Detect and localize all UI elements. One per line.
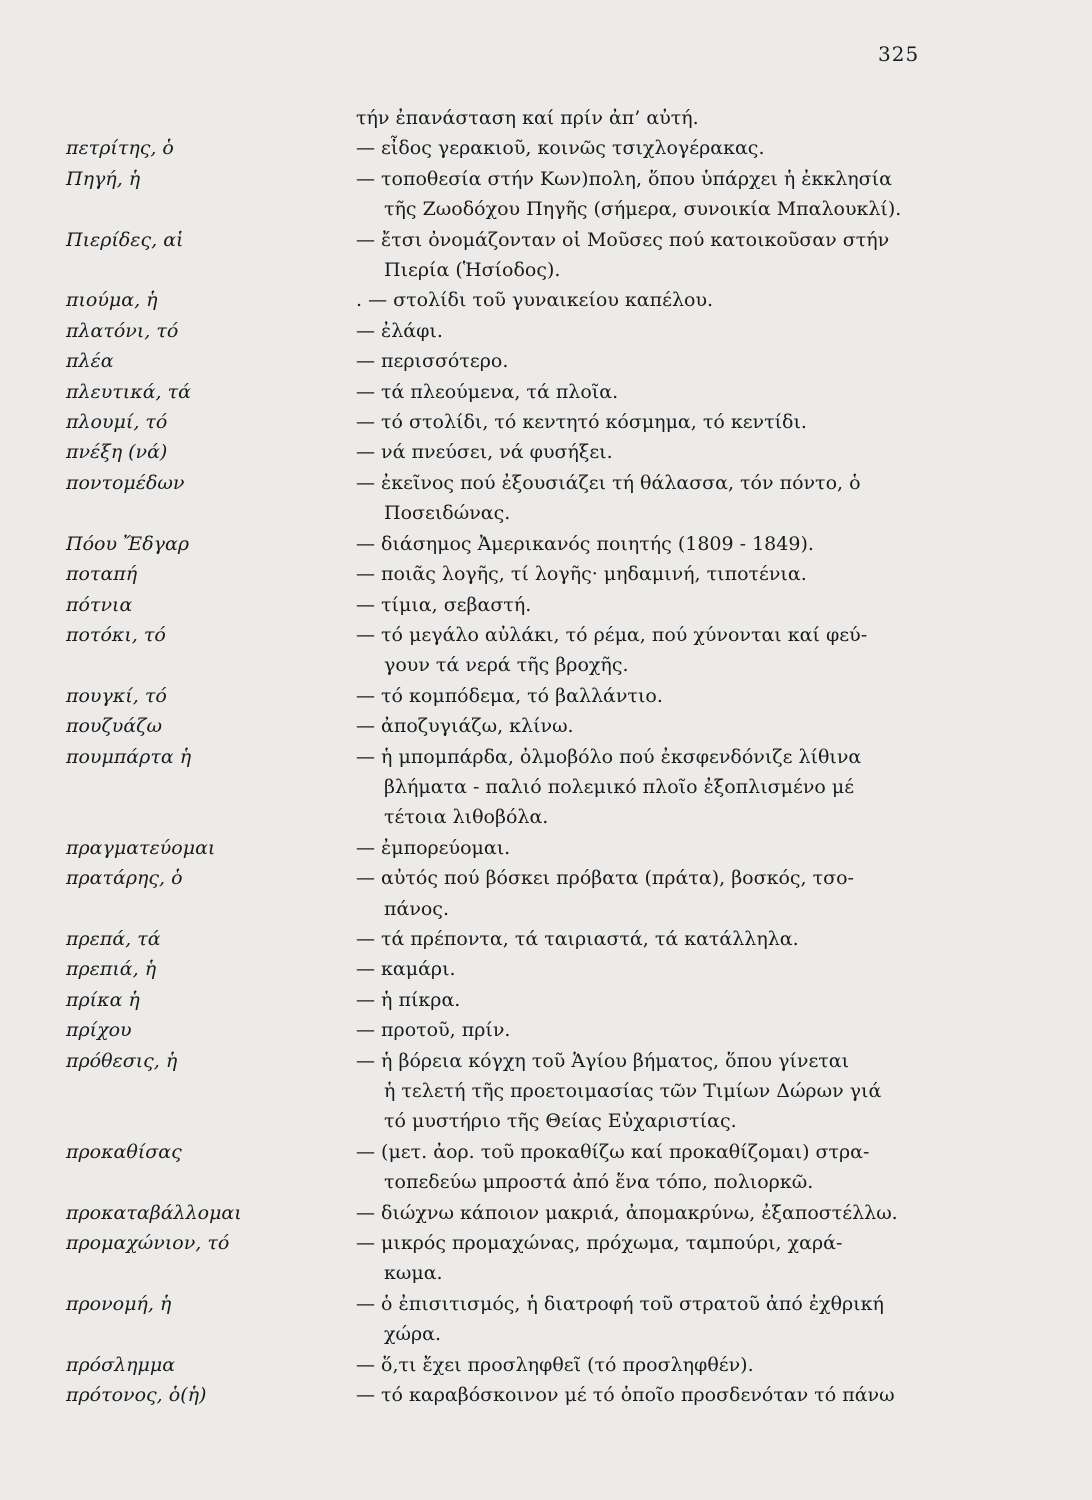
- glossary-entry: [66, 225, 966, 286]
- entry-term: ποντομέδων: [66, 471, 185, 494]
- entry-term: πουζυάζω: [66, 715, 162, 738]
- glossary-entry: [66, 1228, 966, 1289]
- entry-term: πρεπά, τά: [66, 927, 161, 950]
- entry-definition: [356, 590, 916, 620]
- entry-definition: [356, 1350, 916, 1380]
- definition-line: — τό στολίδι, τό κεντητό κόσμημα, τό κεντίδι.: [356, 411, 807, 434]
- glossary-entry: [66, 954, 966, 984]
- entry-definition: [356, 103, 916, 133]
- definition-line: γουν τά νερά τῆς βροχῆς.: [384, 654, 629, 677]
- definition-line: — ποιᾶς λογῆς, τί λογῆς· μηδαμινή, τιποτένια.: [356, 563, 807, 586]
- entry-definition: [356, 468, 916, 529]
- entry-term: πρίκα ἡ: [66, 988, 140, 1011]
- definition-line: — ἡ βόρεια κόγχη τοῦ Ἁγίου βήματος, ὅπου γίνεται: [356, 1049, 850, 1072]
- glossary-entry: [66, 1015, 966, 1045]
- entry-term: [66, 103, 356, 133]
- definition-line: πάνος.: [384, 897, 449, 920]
- entry-term: πρόθεσις, ἡ: [66, 1049, 178, 1072]
- entry-term: ποταπή: [66, 563, 138, 586]
- entry-term: πλουμί, τό: [66, 411, 168, 434]
- entry-term: πιούμα, ἡ: [66, 289, 158, 312]
- entry-definition: [356, 863, 916, 924]
- definition-line: — ἀποζυγιάζω, κλίνω.: [356, 715, 574, 738]
- entry-term: πνέξη (νά): [66, 441, 168, 464]
- definition-line: — διάσημος Ἀμερικανός ποιητής (1809 - 1849).: [356, 532, 814, 555]
- entry-definition: [356, 437, 916, 467]
- glossary-entry: [66, 529, 966, 559]
- entry-term: Πόου Ἔδγαρ: [66, 532, 189, 555]
- entry-term: Πηγή, ἡ: [66, 167, 141, 190]
- entry-term: πετρίτης, ὁ: [66, 137, 174, 160]
- glossary-entry: [66, 1289, 966, 1350]
- entry-definition: [356, 681, 916, 711]
- definition-line: τέτοια λιθοβόλα.: [384, 806, 549, 829]
- definition-line: — ἐκεῖνος πού ἐξουσιάζει τή θάλασσα, τόν πόντο, ὁ: [356, 471, 861, 494]
- glossary-entry: [66, 985, 966, 1015]
- definition-line: — νά πνεύσει, νά φυσήξει.: [356, 441, 613, 464]
- entry-term: πότνια: [66, 593, 133, 616]
- entry-definition: [356, 1137, 916, 1198]
- entry-definition: [356, 1046, 916, 1137]
- glossary-entry: [66, 346, 966, 376]
- definition-line: — μικρός προμαχώνας, πρόχωμα, ταμπούρι, χαρά-: [356, 1232, 843, 1255]
- glossary-entry: [66, 1350, 966, 1380]
- glossary-entry: [66, 103, 966, 133]
- entry-term: ποτόκι, τό: [66, 623, 166, 646]
- definition-line: τῆς Ζωοδόχου Πηγῆς (σήμερα, συνοικία Μπαλουκλί).: [384, 198, 902, 221]
- entry-definition: [356, 1380, 916, 1410]
- definition-line: — (μετ. ἀορ. τοῦ προκαθίζω καί προκαθίζομαι) στρα-: [356, 1140, 870, 1163]
- entry-term: πρόσλημμα: [66, 1353, 176, 1376]
- entry-definition: [356, 164, 916, 225]
- glossary-entry: [66, 590, 966, 620]
- entry-term: προκαθίσας: [66, 1140, 182, 1163]
- entry-definition: [356, 742, 916, 833]
- definition-line: — ὁ ἐπισιτισμός, ἡ διατροφή τοῦ στρατοῦ ἀπό ἐχθρική: [356, 1292, 884, 1315]
- definition-line: ἡ τελετή τῆς προετοιμασίας τῶν Τιμίων Δώρων γιά: [384, 1080, 882, 1102]
- glossary: [66, 103, 966, 1410]
- definition-line: — καμάρι.: [356, 958, 456, 981]
- definition-line: τό μυστήριο τῆς Θείας Εὐχαριστίας.: [384, 1110, 737, 1133]
- entry-term: πραγματεύομαι: [66, 836, 216, 859]
- glossary-entry: [66, 437, 966, 467]
- definition-line: βλήματα - παλιό πολεμικό πλοῖο ἐξοπλισμένο μέ: [384, 775, 855, 798]
- entry-definition: [356, 711, 916, 741]
- entry-definition: [356, 833, 916, 863]
- definition-line: — ἐμπορεύομαι.: [356, 836, 511, 859]
- glossary-entry: [66, 1046, 966, 1137]
- definition-line: — τό καραβόσκοινον μέ τό ὁποῖο προσδενόταν τό πάνω: [356, 1384, 895, 1407]
- entry-definition: [356, 1228, 916, 1289]
- glossary-entry: [66, 711, 966, 741]
- entry-term: πρότονος, ὁ(ἡ): [66, 1384, 207, 1407]
- entry-term: πρίχου: [66, 1019, 132, 1042]
- glossary-entry: [66, 377, 966, 407]
- glossary-entry: [66, 468, 966, 529]
- entry-definition: [356, 559, 916, 589]
- entry-term: πλατόνι, τό: [66, 319, 179, 342]
- entry-definition: [356, 407, 916, 437]
- definition-line: — τό μεγάλο αὐλάκι, τό ρέμα, πού χύνονται καί φεύ-: [356, 623, 868, 646]
- glossary-entry: [66, 1137, 966, 1198]
- definition-line: — τά πρέποντα, τά ταιριαστά, τά κατάλληλα.: [356, 927, 799, 950]
- definition-line: — ἔτσι ὀνομάζονταν οἱ Μοῦσες πού κατοικοῦσαν στήν: [356, 228, 890, 251]
- entry-definition: [356, 1289, 916, 1350]
- definition-line: Ποσειδώνας.: [384, 502, 511, 525]
- entry-definition: [356, 924, 916, 954]
- glossary-entry: [66, 133, 966, 163]
- glossary-entry: [66, 681, 966, 711]
- definition-line: — ἐλάφι.: [356, 319, 443, 342]
- entry-term: Πιερίδες, αἱ: [66, 228, 184, 251]
- definition-line: — τά πλεούμενα, τά πλοῖα.: [356, 380, 619, 403]
- entry-definition: [356, 377, 916, 407]
- definition-line: — ἡ πίκρα.: [356, 988, 461, 1011]
- glossary-entry: [66, 559, 966, 589]
- definition-line: — τίμια, σεβαστή.: [356, 593, 532, 616]
- definition-line: — τό κομπόδεμα, τό βαλλάντιο.: [356, 684, 663, 707]
- entry-definition: [356, 985, 916, 1015]
- glossary-entry: [66, 1198, 966, 1228]
- definition-line: — ὅ,τι ἔχει προσληφθεῖ (τό προσληφθέν).: [356, 1353, 754, 1376]
- entry-definition: [356, 225, 916, 286]
- glossary-entry: [66, 863, 966, 924]
- entry-term: προμαχώνιον, τό: [66, 1232, 230, 1255]
- entry-definition: [356, 346, 916, 376]
- definition-line: Πιερία (Ἡσίοδος).: [384, 259, 561, 282]
- definition-line: — εἶδος γερακιοῦ, κοινῶς τσιχλογέρακας.: [356, 137, 765, 160]
- glossary-entry: [66, 316, 966, 346]
- glossary-entry: [66, 924, 966, 954]
- glossary-entry: [66, 620, 966, 681]
- entry-term: πλέα: [66, 350, 114, 373]
- entry-definition: [356, 954, 916, 984]
- entry-term: προκαταβάλλομαι: [66, 1201, 242, 1224]
- definition-line: χώρα.: [384, 1323, 442, 1346]
- definition-line: — διώχνω κάποιον μακριά, ἀπομακρύνω, ἐξαποστέλλω.: [356, 1201, 898, 1224]
- entry-definition: [356, 285, 916, 315]
- definition-line: — περισσότερο.: [356, 350, 509, 373]
- entry-definition: [356, 620, 916, 681]
- entry-term: πρατάρης, ὁ: [66, 867, 183, 890]
- definition-line: — προτοῦ, πρίν.: [356, 1019, 511, 1042]
- entry-definition: [356, 133, 916, 163]
- entry-definition: [356, 316, 916, 346]
- entry-definition: [356, 529, 916, 559]
- glossary-entry: [66, 285, 966, 315]
- entry-term: πρεπιά, ἡ: [66, 958, 157, 981]
- definition-line: τήν ἐπανάσταση καί πρίν ἀπ’ αὐτή.: [356, 107, 699, 129]
- glossary-entry: [66, 407, 966, 437]
- definition-line: . — στολίδι τοῦ γυναικείου καπέλου.: [356, 289, 714, 312]
- entry-term: πουμπάρτα ἡ: [66, 745, 192, 768]
- definition-line: τοπεδεύω μπροστά ἀπό ἕνα τόπο, πολιορκῶ.: [384, 1171, 814, 1194]
- entry-term: πουγκί, τό: [66, 684, 167, 707]
- glossary-entry: [66, 164, 966, 225]
- glossary-entry: [66, 1380, 966, 1410]
- definition-line: — αὐτός πού βόσκει πρόβατα (πράτα), βοσκός, τσο-: [356, 867, 854, 890]
- entry-definition: [356, 1015, 916, 1045]
- glossary-entry: [66, 742, 966, 833]
- definition-line: κωμα.: [384, 1262, 443, 1285]
- entry-term: προνομή, ἡ: [66, 1292, 172, 1315]
- definition-line: — τοποθεσία στήν Κων)πολη, ὅπου ὑπάρχει ἡ ἐκκλησία: [356, 167, 892, 190]
- definition-line: — ἡ μπομπάρδα, ὀλμοβόλο πού ἐκσφενδόνιζε λίθινα: [356, 745, 862, 768]
- page-number: 325: [878, 42, 920, 66]
- entry-term: πλευτικά, τά: [66, 380, 191, 403]
- glossary-entry: [66, 833, 966, 863]
- entry-definition: [356, 1198, 916, 1228]
